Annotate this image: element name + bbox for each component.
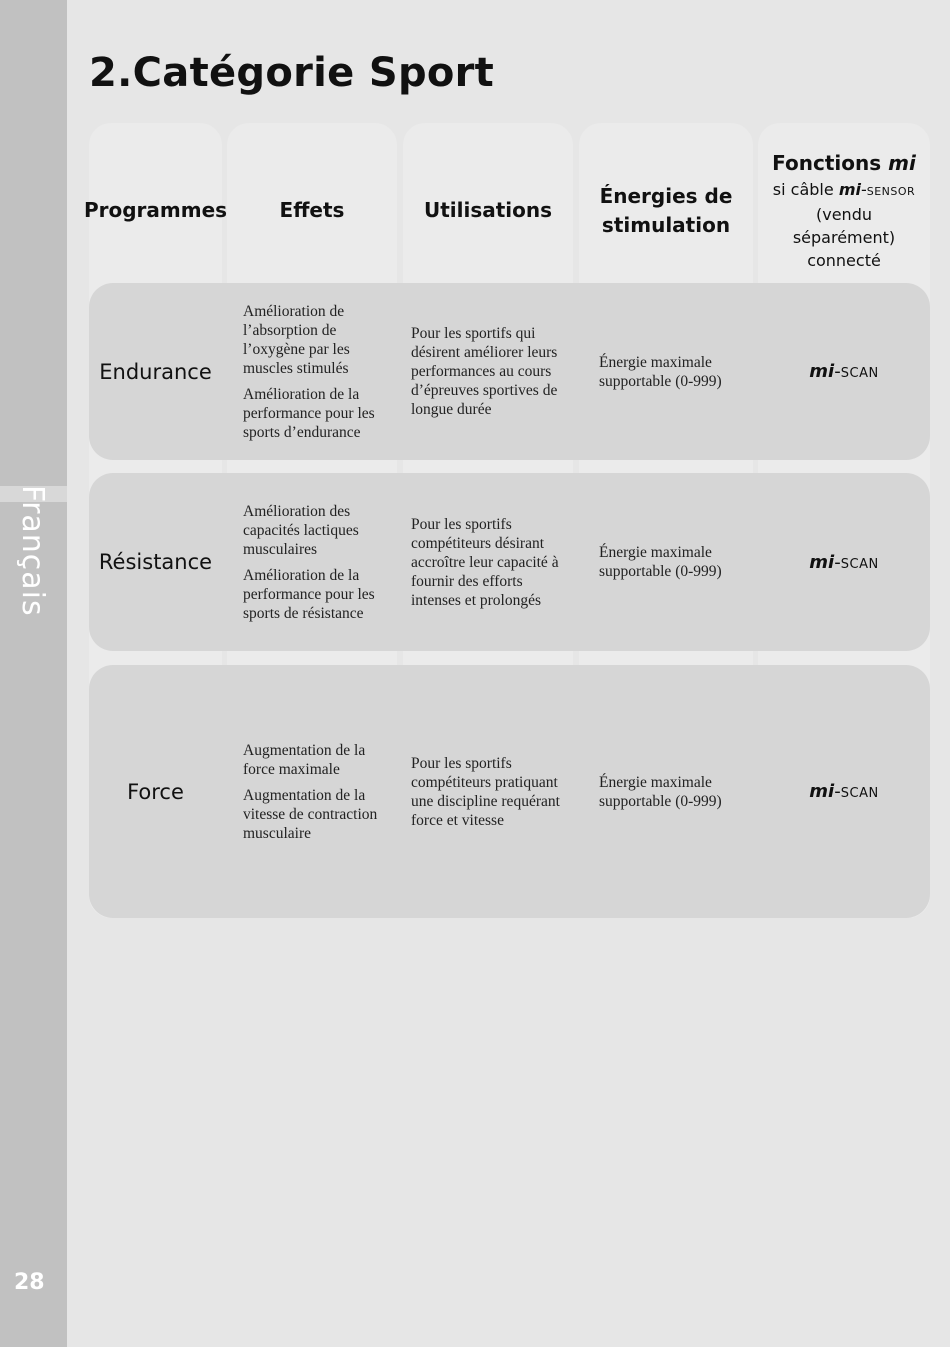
effet-item: Amélioration de la performance pour les sports de résistance [243, 566, 375, 622]
utilisation-cell [411, 283, 569, 460]
energie-cell [599, 665, 744, 918]
energie-text: Énergie maximale supportable (0-999) [599, 353, 722, 390]
utilisation-text: Pour les sportifs compétiteurs pratiquant une discipline requérant force et vitesse [411, 754, 560, 829]
energie-cell [599, 283, 744, 460]
utilisation-text: Pour les sportifs qui désirent améliorer leurs performances au cours d’épreuves sportives de longue durée [411, 325, 558, 418]
effet-item: Amélioration de la performance pour les sports d’endurance [243, 385, 375, 441]
program-cell [89, 283, 222, 460]
page-number: 28 [14, 1270, 45, 1295]
effet-item: Amélioration de l’absorption de l’oxygène par les muscles stimulés [243, 302, 350, 377]
sensor-label: SENSOR [866, 185, 916, 198]
effets-cell [243, 473, 393, 651]
header-programmes [83, 123, 228, 298]
fonction-cell [758, 283, 930, 460]
logo-dash: - [834, 781, 841, 802]
mi-scan-logo [809, 552, 878, 573]
scan-label: SCAN [840, 786, 879, 801]
header-effets [227, 123, 397, 298]
utilisation-cell [411, 473, 569, 651]
header-energies-label: Énergies de stimulation [599, 183, 733, 237]
mi-logo: mi [809, 781, 835, 802]
mi-logo: mi [809, 551, 835, 573]
mi-logo: mi [888, 151, 916, 175]
mi-scan-logo [809, 781, 878, 802]
scan-label: SCAN [840, 556, 879, 572]
scan-label: SCAN [840, 366, 879, 381]
logo-dash: - [834, 361, 841, 382]
effets-cell [243, 283, 393, 460]
utilisation-cell [411, 665, 561, 918]
sidebar [0, 0, 67, 1347]
energie-cell [599, 473, 744, 651]
header-fonctions-title [772, 149, 916, 178]
mi-logo: mi [838, 180, 861, 199]
header-utilisations [403, 123, 573, 298]
header-fonctions-sub-1: si câble [772, 180, 834, 199]
effet-item: Augmentation de la force maximale [243, 741, 366, 778]
language-label: Français [15, 485, 50, 617]
utilisation-text: Pour les sportifs compétiteurs désirant accroître leur capacité à fournir des efforts intenses et prolongés [411, 515, 559, 609]
header-effets-label: Effets [279, 198, 345, 222]
fonction-cell [758, 473, 930, 651]
fonction-cell [758, 665, 930, 918]
header-fonctions-sub-3: séparément) [792, 228, 896, 247]
effets-cell [243, 665, 393, 918]
energie-text: Énergie maximale supportable (0-999) [599, 544, 722, 580]
header-fonctions-subtitle [773, 178, 915, 203]
program-cell [89, 665, 222, 918]
mi-scan-logo [809, 361, 878, 382]
page-title: 2.Catégorie Sport [89, 50, 495, 96]
header-fonctions [758, 123, 930, 298]
energie-text: Énergie maximale supportable (0-999) [599, 773, 722, 810]
header-energies [579, 123, 753, 298]
logo-dash: - [860, 180, 867, 199]
program-name: Endurance [99, 359, 212, 384]
header-programmes-label: Programmes [83, 198, 228, 222]
program-cell [89, 473, 222, 651]
effet-item: Amélioration des capacités lactiques musculaires [243, 502, 359, 558]
header-fonctions-label: Fonctions [772, 151, 882, 175]
effet-item: Augmentation de la vitesse de contraction musculaire [243, 786, 378, 842]
header-fonctions-sub-2: (vendu [816, 205, 872, 224]
header-fonctions-sub-4: connecté [807, 251, 881, 270]
program-name: Résistance [98, 550, 213, 574]
program-name: Force [127, 779, 184, 804]
header-utilisations-label: Utilisations [423, 198, 553, 222]
mi-logo: mi [809, 361, 835, 382]
logo-dash: - [834, 551, 841, 573]
